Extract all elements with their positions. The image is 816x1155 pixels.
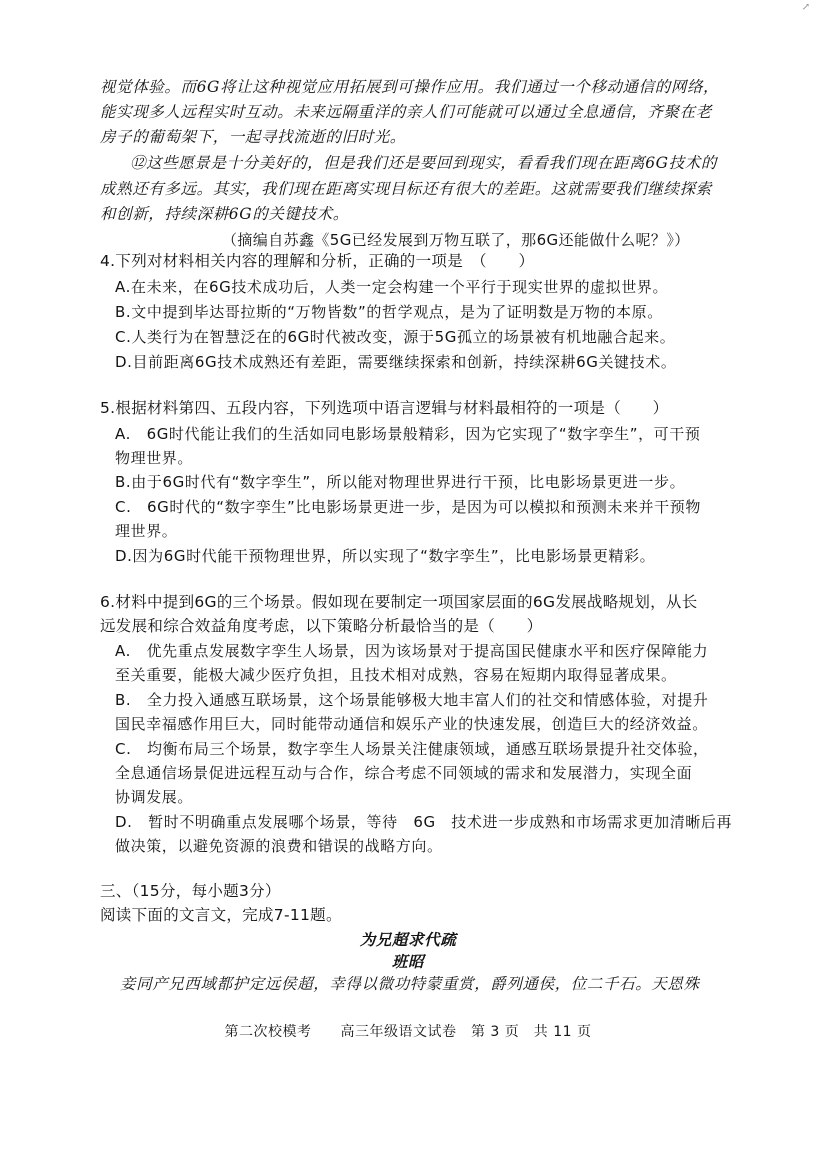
- section-3-heading: 三、（15分，每小题3分）: [100, 882, 281, 900]
- question-5-option-b: B.由于6G时代有“数字孪生”，所以能对物理世界进行干预，比电影场景更进一步。: [115, 473, 686, 491]
- question-4-option-b: B.文中提到毕达哥拉斯的“万物皆数”的哲学观点，是为了证明数是万物的本原。: [115, 303, 663, 321]
- question-4-option-d: D.目前距离6G技术成熟还有差距，需要继续探索和创新，持续深耕6G关键技术。: [115, 353, 677, 371]
- question-6-option-a: A. 优先重点发展数字孪生人场景，因为该场景对于提高国民健康水平和医疗保障能力: [115, 642, 709, 660]
- classical-text-author-text: 班昭: [391, 952, 425, 971]
- page-footer-text: 第二次校模考 高三年级语文试卷 第 3 页 共 11 页: [224, 1024, 592, 1040]
- question-6-option-a-cont: 至关重要，能极大减少医疗负担，且技术相对成熟，容易在短期内取得显著成果。: [115, 666, 677, 684]
- classical-text-author: [0, 951, 816, 973]
- body-line: 房子的葡萄架下，一起寻找流逝的旧时光。: [100, 128, 406, 146]
- question-5-stem: 5.根据材料第四、五段内容，下列选项中语言逻辑与材料最相符的一项是（ ）: [100, 399, 669, 417]
- question-5-option-a-cont: 物理世界。: [115, 449, 194, 467]
- section-3-instruction: 阅读下面的文言文，完成7-11题。: [100, 906, 342, 924]
- question-6-option-d-cont: 做决策，以避免资源的浪费和错误的战略方向。: [115, 837, 443, 855]
- classical-text-title: [0, 929, 816, 951]
- question-5-option-c: C. 6G时代的“数字孪生”比电影场景更进一步，是因为可以模拟和预测未来并干预物: [115, 498, 701, 516]
- body-line: ⑫这些愿景是十分美好的，但是我们还是要回到现实，看看我们现在距离6G技术的: [130, 154, 717, 172]
- classical-text-title-text: 为兄超求代疏: [359, 930, 457, 949]
- question-6-option-d: D. 暂时不明确重点发展哪个场景，等待 6G 技术进一步成熟和市场需求更加清晰后再: [115, 813, 733, 831]
- question-5-option-c-cont: 理世界。: [115, 522, 178, 540]
- body-line: 成熟还有多远。其实，我们现在距离实现目标还有很大的差距。这就需要我们继续探索: [100, 180, 712, 198]
- question-4-stem: 4.下列对材料相关内容的理解和分析，正确的一项是 （ ）: [100, 252, 535, 270]
- question-6-option-c-cont: 全息通信场景促进远程互动与合作，综合考虑不同领域的需求和发展潜力，实现全面: [115, 764, 693, 782]
- body-line: 视觉体验。而6G将让这种视觉应用拓展到可操作应用。我们通过一个移动通信的网络，: [100, 78, 720, 96]
- source-citation: （摘编自苏鑫《5G已经发展到万物互联了，那6G还能做什么呢？》）: [222, 231, 690, 249]
- corner-mark: ↗: [801, 2, 810, 13]
- question-6-option-b: B. 全力投入通感互联场景，这个场景能够极大地丰富人们的社交和情感体验，对提升: [115, 691, 709, 709]
- body-line: 和创新，持续深耕6G的关键技术。: [100, 205, 349, 223]
- question-6-option-c: C. 均衡布局三个场景，数字孪生人场景关注健康领域，通感互联场景提升社交体验，: [115, 740, 709, 758]
- question-5-option-d: D.因为6G时代能干预物理世界，所以实现了“数字孪生”，比电影场景更精彩。: [115, 547, 656, 565]
- question-4-option-a: A.在未来，在6G技术成功后，人类一定会构建一个平行于现实世界的虚拟世界。: [115, 278, 669, 296]
- classical-text-line: 妾同产兄西域都护定远侯超，幸得以微功特蒙重赏，爵列通侯，位二千石。天恩殊: [120, 975, 700, 993]
- question-6-option-c-cont2: 协调发展。: [115, 788, 194, 806]
- question-4-option-c: C.人类行为在智慧泛在的6G时代被改变，源于5G孤立的场景被有机地融合起来。: [115, 328, 676, 346]
- body-line: 能实现多人远程实时互动。未来远隔重洋的亲人们可能就可以通过全息通信，齐聚在老: [100, 103, 712, 121]
- question-6-option-b-cont: 国民幸福感作用巨大，同时能带动通信和娱乐产业的快速发展，创造巨大的经济效益。: [115, 715, 708, 733]
- question-6-stem: 6.材料中提到6G的三个场景。假如现在要制定一项国家层面的6G发展战略规划，从长: [100, 593, 698, 611]
- question-6-stem-cont: 远发展和综合效益角度考虑，以下策略分析最恰当的是（ ）: [100, 617, 543, 635]
- question-5-option-a: A. 6G时代能让我们的生活如同电影场景般精彩，因为它实现了“数字孪生”，可干预: [115, 425, 701, 443]
- page-footer: [0, 1021, 816, 1043]
